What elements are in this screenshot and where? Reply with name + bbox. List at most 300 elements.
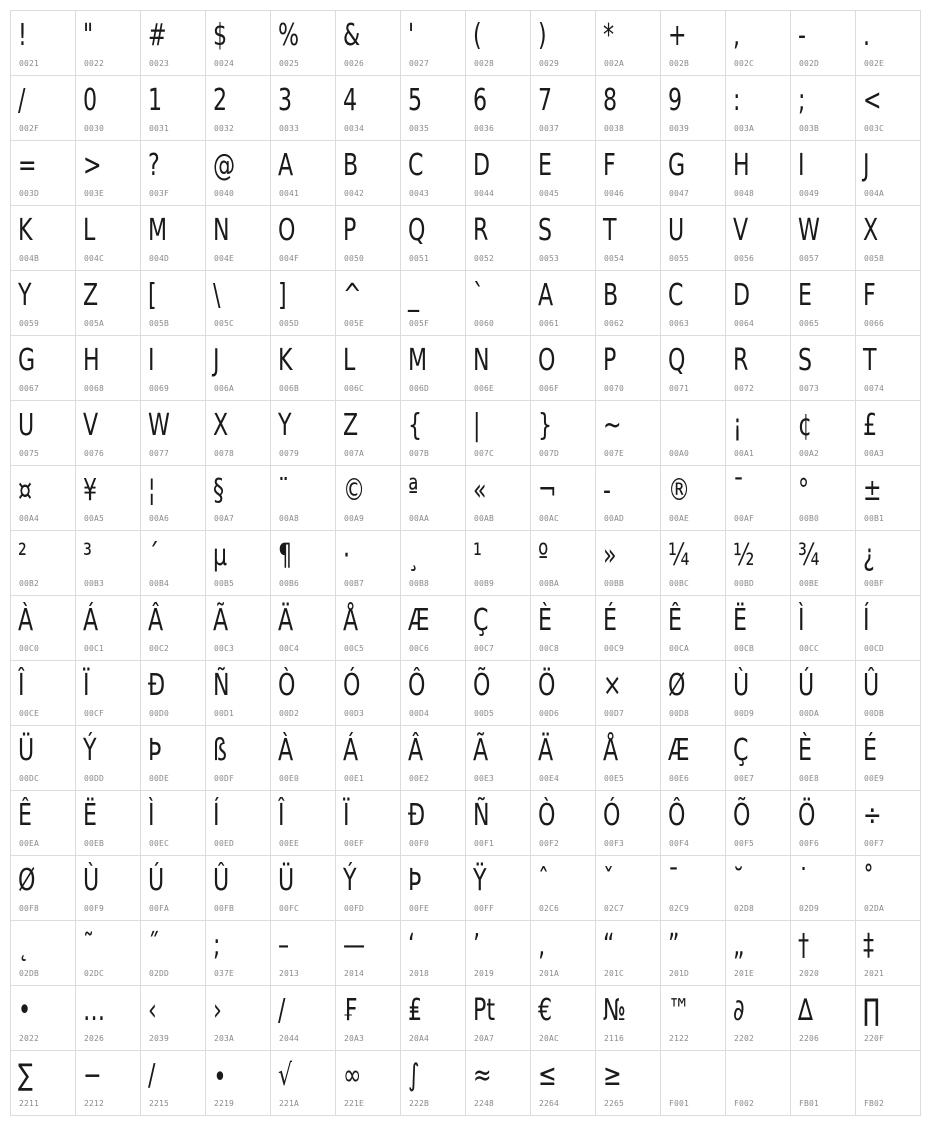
glyph-char: < bbox=[863, 83, 882, 118]
glyph-char: Đ bbox=[408, 798, 426, 833]
glyph-char: | bbox=[473, 408, 481, 443]
glyph-code: 003B bbox=[799, 124, 820, 133]
glyph-char: Í bbox=[213, 798, 220, 833]
glyph-cell bbox=[401, 791, 466, 856]
glyph-code: 0064 bbox=[734, 319, 755, 328]
glyph-cell bbox=[141, 856, 206, 921]
glyph-cell bbox=[76, 986, 141, 1051]
glyph-cell bbox=[401, 986, 466, 1051]
glyph-code: 02C6 bbox=[539, 904, 560, 913]
glyph-cell bbox=[466, 856, 531, 921]
glyph-cell bbox=[661, 401, 726, 466]
glyph-code: 00AF bbox=[734, 514, 755, 523]
glyph-code: 2116 bbox=[604, 1034, 625, 1043]
glyph-cell bbox=[401, 856, 466, 921]
glyph-char: X bbox=[213, 408, 229, 443]
glyph-char: Â bbox=[408, 733, 424, 768]
glyph-code: 00A6 bbox=[149, 514, 170, 523]
glyph-char: C bbox=[408, 148, 424, 183]
glyph-cell bbox=[206, 661, 271, 726]
glyph-char: Þ bbox=[408, 863, 422, 898]
glyph-char: Ê bbox=[668, 603, 682, 638]
glyph-char: G bbox=[668, 148, 686, 183]
glyph-code: 002D bbox=[799, 59, 820, 68]
glyph-cell bbox=[726, 661, 791, 726]
glyph-code: 0022 bbox=[84, 59, 105, 68]
glyph-code: 201C bbox=[604, 969, 625, 978]
glyph-code: 0059 bbox=[19, 319, 40, 328]
glyph-char: ® bbox=[668, 473, 691, 508]
glyph-char: Z bbox=[83, 278, 99, 313]
glyph-cell bbox=[11, 401, 76, 466]
glyph-char: Î bbox=[278, 798, 285, 833]
glyph-cell bbox=[596, 206, 661, 271]
glyph-code: 00B5 bbox=[214, 579, 235, 588]
glyph-char: © bbox=[343, 473, 366, 508]
glyph-cell bbox=[856, 1051, 921, 1116]
glyph-char: Ú bbox=[148, 863, 165, 898]
glyph-char: Ô bbox=[668, 798, 686, 833]
glyph-code: 00AA bbox=[409, 514, 430, 523]
glyph-cell bbox=[76, 661, 141, 726]
glyph-char: ³ bbox=[83, 538, 92, 573]
glyph-cell bbox=[401, 141, 466, 206]
glyph-char: Q bbox=[408, 213, 426, 248]
glyph-cell bbox=[726, 986, 791, 1051]
glyph-char: ÷ bbox=[863, 798, 882, 833]
glyph-cell bbox=[466, 986, 531, 1051]
glyph-code: 0034 bbox=[344, 124, 365, 133]
glyph-char: ¶ bbox=[278, 538, 293, 573]
glyph-char: ° bbox=[798, 473, 810, 508]
glyph-code: 00A4 bbox=[19, 514, 40, 523]
glyph-cell bbox=[726, 596, 791, 661]
glyph-code: 2014 bbox=[344, 969, 365, 978]
glyph-char: Ü bbox=[18, 733, 35, 768]
glyph-code: 00F5 bbox=[734, 839, 755, 848]
glyph-char: { bbox=[408, 408, 423, 443]
glyph-char: Ý bbox=[343, 863, 357, 898]
glyph-cell bbox=[141, 11, 206, 76]
glyph-cell bbox=[76, 76, 141, 141]
glyph-code: 221A bbox=[279, 1099, 300, 1108]
glyph-code: FB02 bbox=[864, 1099, 885, 1108]
glyph-char: " bbox=[83, 18, 94, 53]
glyph-char: ‘ bbox=[408, 928, 416, 963]
glyph-cell bbox=[76, 11, 141, 76]
glyph-code: 2219 bbox=[214, 1099, 235, 1108]
glyph-char: R bbox=[473, 213, 489, 248]
glyph-code: 00C4 bbox=[279, 644, 300, 653]
glyph-code: 0069 bbox=[149, 384, 170, 393]
glyph-code: 20A4 bbox=[409, 1034, 430, 1043]
glyph-code: 0041 bbox=[279, 189, 300, 198]
glyph-cell bbox=[531, 336, 596, 401]
glyph-cell bbox=[336, 1051, 401, 1116]
glyph-cell bbox=[206, 596, 271, 661]
glyph-char: √ bbox=[278, 1058, 293, 1093]
glyph-code: 005B bbox=[149, 319, 170, 328]
glyph-code: 2265 bbox=[604, 1099, 625, 1108]
glyph-char: Ý bbox=[83, 733, 97, 768]
glyph-code: 00E5 bbox=[604, 774, 625, 783]
glyph-code: 00CF bbox=[84, 709, 105, 718]
glyph-char: ‹ bbox=[148, 993, 157, 1028]
glyph-code: 0050 bbox=[344, 254, 365, 263]
glyph-code: 2122 bbox=[669, 1034, 690, 1043]
glyph-cell bbox=[856, 791, 921, 856]
glyph-code: 0042 bbox=[344, 189, 365, 198]
glyph-char: F bbox=[603, 148, 616, 183]
glyph-char: Ô bbox=[408, 668, 426, 703]
glyph-cell bbox=[596, 531, 661, 596]
glyph-char: ‚ bbox=[538, 928, 546, 963]
glyph-code: 002F bbox=[19, 124, 40, 133]
glyph-code: 00B4 bbox=[149, 579, 170, 588]
glyph-cell bbox=[141, 986, 206, 1051]
glyph-char: À bbox=[18, 603, 34, 638]
glyph-char: U bbox=[668, 213, 685, 248]
glyph-cell bbox=[791, 726, 856, 791]
glyph-char: Å bbox=[603, 733, 619, 768]
glyph-code: 00A8 bbox=[279, 514, 300, 523]
glyph-code: 2248 bbox=[474, 1099, 495, 1108]
glyph-cell bbox=[401, 661, 466, 726]
glyph-code: 037E bbox=[214, 969, 235, 978]
glyph-code: 00F9 bbox=[84, 904, 105, 913]
glyph-char: ˉ bbox=[668, 863, 680, 898]
glyph-code: 00A0 bbox=[669, 449, 690, 458]
glyph-code: 0072 bbox=[734, 384, 755, 393]
glyph-code: 00E6 bbox=[669, 774, 690, 783]
glyph-code: 00DF bbox=[214, 774, 235, 783]
glyph-char: ] bbox=[278, 278, 287, 313]
glyph-cell bbox=[596, 271, 661, 336]
glyph-cell bbox=[11, 76, 76, 141]
glyph-char: H bbox=[733, 148, 750, 183]
glyph-char: P bbox=[343, 213, 357, 248]
glyph-code: 007A bbox=[344, 449, 365, 458]
glyph-cell bbox=[791, 986, 856, 1051]
glyph-char: È bbox=[538, 603, 552, 638]
glyph-char: Ì bbox=[798, 603, 805, 638]
glyph-cell bbox=[141, 661, 206, 726]
glyph-char: ˇ bbox=[603, 863, 615, 898]
glyph-code: 0071 bbox=[669, 384, 690, 393]
glyph-code: 0027 bbox=[409, 59, 430, 68]
glyph-cell bbox=[336, 986, 401, 1051]
glyph-cell bbox=[76, 206, 141, 271]
glyph-code: 0037 bbox=[539, 124, 560, 133]
glyph-cell bbox=[336, 661, 401, 726]
glyph-char: 7 bbox=[538, 83, 553, 118]
glyph-cell bbox=[466, 271, 531, 336]
glyph-cell bbox=[596, 76, 661, 141]
glyph-char: ¦ bbox=[148, 473, 156, 508]
glyph-cell bbox=[531, 791, 596, 856]
glyph-cell bbox=[531, 466, 596, 531]
glyph-cell bbox=[11, 336, 76, 401]
glyph-code: 00E1 bbox=[344, 774, 365, 783]
glyph-cell bbox=[531, 661, 596, 726]
glyph-cell bbox=[856, 141, 921, 206]
glyph-cell bbox=[531, 986, 596, 1051]
glyph-code: 00E2 bbox=[409, 774, 430, 783]
glyph-char: ˜ bbox=[83, 928, 95, 963]
glyph-cell bbox=[596, 336, 661, 401]
glyph-char: 3 bbox=[278, 83, 293, 118]
glyph-cell bbox=[76, 141, 141, 206]
glyph-cell bbox=[11, 531, 76, 596]
glyph-code: 00A1 bbox=[734, 449, 755, 458]
glyph-char: K bbox=[18, 213, 33, 248]
glyph-cell bbox=[271, 76, 336, 141]
glyph-cell bbox=[271, 661, 336, 726]
glyph-char: 0 bbox=[83, 83, 98, 118]
glyph-char: Ï bbox=[343, 798, 350, 833]
glyph-cell bbox=[661, 986, 726, 1051]
glyph-char: > bbox=[83, 148, 102, 183]
glyph-cell bbox=[271, 466, 336, 531]
glyph-char: T bbox=[603, 213, 617, 248]
glyph-cell bbox=[271, 921, 336, 986]
glyph-char: B bbox=[603, 278, 619, 313]
glyph-cell bbox=[596, 596, 661, 661]
glyph-char: Ø bbox=[18, 863, 36, 898]
glyph-cell bbox=[596, 791, 661, 856]
glyph-cell bbox=[791, 856, 856, 921]
glyph-code: 0061 bbox=[539, 319, 560, 328]
glyph-cell bbox=[856, 921, 921, 986]
glyph-code: 203A bbox=[214, 1034, 235, 1043]
glyph-cell bbox=[661, 661, 726, 726]
glyph-char: : bbox=[733, 83, 741, 118]
glyph-char: Ø bbox=[668, 668, 686, 703]
glyph-char: K bbox=[278, 343, 293, 378]
glyph-code: 003D bbox=[19, 189, 40, 198]
glyph-code: 00DE bbox=[149, 774, 170, 783]
glyph-char: † bbox=[798, 928, 810, 963]
glyph-cell bbox=[531, 206, 596, 271]
glyph-code: 0031 bbox=[149, 124, 170, 133]
glyph-code: 0051 bbox=[409, 254, 430, 263]
glyph-cell bbox=[206, 856, 271, 921]
glyph-char: ¹ bbox=[473, 538, 482, 573]
glyph-code: 00F7 bbox=[864, 839, 885, 848]
glyph-code: 00CD bbox=[864, 644, 885, 653]
glyph-code: 003F bbox=[149, 189, 170, 198]
glyph-code: 220F bbox=[864, 1034, 885, 1043]
glyph-code: 00D1 bbox=[214, 709, 235, 718]
glyph-code: 004F bbox=[279, 254, 300, 263]
glyph-char: V bbox=[733, 213, 749, 248]
glyph-char: ) bbox=[538, 18, 547, 53]
glyph-code: 0070 bbox=[604, 384, 625, 393]
glyph-cell bbox=[401, 466, 466, 531]
glyph-cell bbox=[141, 531, 206, 596]
glyph-code: 02DB bbox=[19, 969, 40, 978]
glyph-char: ^ bbox=[343, 278, 362, 313]
glyph-cell bbox=[11, 596, 76, 661]
glyph-cell bbox=[11, 661, 76, 726]
glyph-code: 0077 bbox=[149, 449, 170, 458]
glyph-code: 00BB bbox=[604, 579, 625, 588]
glyph-cell bbox=[336, 596, 401, 661]
glyph-char: ∙ bbox=[213, 1058, 227, 1093]
glyph-char: ¼ bbox=[668, 538, 690, 573]
glyph-code: 00B2 bbox=[19, 579, 40, 588]
glyph-char: Ã bbox=[213, 603, 229, 638]
glyph-cell bbox=[76, 336, 141, 401]
glyph-char: E bbox=[798, 278, 812, 313]
glyph-cell bbox=[466, 921, 531, 986]
glyph-char: _ bbox=[408, 278, 420, 313]
glyph-code: 0065 bbox=[799, 319, 820, 328]
glyph-char: ; bbox=[213, 928, 221, 963]
glyph-char: ' bbox=[408, 18, 415, 53]
glyph-cell bbox=[76, 1051, 141, 1116]
glyph-code: 00BC bbox=[669, 579, 690, 588]
glyph-cell bbox=[271, 141, 336, 206]
glyph-char: N bbox=[473, 343, 490, 378]
glyph-code: 0079 bbox=[279, 449, 300, 458]
glyph-code: 00B7 bbox=[344, 579, 365, 588]
glyph-cell bbox=[791, 11, 856, 76]
glyph-cell bbox=[791, 401, 856, 466]
glyph-code: 00FB bbox=[214, 904, 235, 913]
glyph-code: 005F bbox=[409, 319, 430, 328]
glyph-cell bbox=[401, 596, 466, 661]
glyph-cell bbox=[661, 596, 726, 661]
glyph-char: № bbox=[603, 993, 627, 1028]
glyph-cell bbox=[206, 791, 271, 856]
glyph-cell bbox=[466, 336, 531, 401]
glyph-cell bbox=[76, 921, 141, 986]
glyph-cell bbox=[856, 661, 921, 726]
glyph-code: 0062 bbox=[604, 319, 625, 328]
glyph-char: & bbox=[343, 18, 361, 53]
glyph-code: 00F4 bbox=[669, 839, 690, 848]
glyph-char: − bbox=[83, 1058, 102, 1093]
glyph-cell bbox=[466, 401, 531, 466]
glyph-cell bbox=[11, 791, 76, 856]
glyph-cell bbox=[206, 141, 271, 206]
glyph-char: « bbox=[473, 473, 487, 508]
glyph-char: 1 bbox=[148, 83, 163, 118]
glyph-char: µ bbox=[213, 538, 228, 573]
glyph-char: ∆ bbox=[798, 993, 813, 1028]
glyph-code: 0029 bbox=[539, 59, 560, 68]
glyph-cell bbox=[76, 856, 141, 921]
glyph-char: S bbox=[798, 343, 813, 378]
glyph-code: 00A7 bbox=[214, 514, 235, 523]
glyph-code: 0046 bbox=[604, 189, 625, 198]
glyph-cell bbox=[141, 336, 206, 401]
glyph-cell bbox=[401, 1051, 466, 1116]
glyph-cell bbox=[206, 336, 271, 401]
glyph-char: O bbox=[278, 213, 296, 248]
glyph-char: Y bbox=[278, 408, 292, 443]
glyph-char: £ bbox=[863, 408, 878, 443]
glyph-cell bbox=[141, 466, 206, 531]
glyph-char: ± bbox=[863, 473, 882, 508]
glyph-cell bbox=[401, 76, 466, 141]
glyph-cell bbox=[856, 726, 921, 791]
glyph-char: ∏ bbox=[863, 993, 880, 1028]
glyph-code: 00CA bbox=[669, 644, 690, 653]
glyph-cell bbox=[271, 986, 336, 1051]
glyph-cell bbox=[856, 336, 921, 401]
glyph-cell bbox=[726, 206, 791, 271]
glyph-char: ~ bbox=[603, 408, 622, 443]
glyph-cell bbox=[726, 1051, 791, 1116]
glyph-code: 00C5 bbox=[344, 644, 365, 653]
glyph-code: FB01 bbox=[799, 1099, 820, 1108]
glyph-code: 00D2 bbox=[279, 709, 300, 718]
glyph-cell bbox=[791, 596, 856, 661]
glyph-code: 00D0 bbox=[149, 709, 170, 718]
glyph-cell bbox=[206, 921, 271, 986]
glyph-char: ≤ bbox=[538, 1058, 557, 1093]
glyph-cell bbox=[206, 271, 271, 336]
glyph-char: Æ bbox=[668, 733, 690, 768]
glyph-char: × bbox=[603, 668, 622, 703]
glyph-char: ` bbox=[473, 278, 485, 313]
glyph-code: 00DB bbox=[864, 709, 885, 718]
glyph-code: 0049 bbox=[799, 189, 820, 198]
glyph-cell bbox=[466, 76, 531, 141]
glyph-cell bbox=[856, 466, 921, 531]
glyph-code: 00B1 bbox=[864, 514, 885, 523]
glyph-char: Ë bbox=[83, 798, 97, 833]
glyph-code: 0057 bbox=[799, 254, 820, 263]
glyph-code: 004B bbox=[19, 254, 40, 263]
glyph-char: ¿ bbox=[863, 538, 875, 573]
glyph-cell bbox=[531, 141, 596, 206]
glyph-code: 0033 bbox=[279, 124, 300, 133]
glyph-char: • bbox=[18, 993, 32, 1028]
glyph-char: @ bbox=[213, 148, 236, 183]
glyph-code: 0053 bbox=[539, 254, 560, 263]
glyph-cell bbox=[336, 336, 401, 401]
glyph-code: 00DC bbox=[19, 774, 40, 783]
glyph-char: ’ bbox=[473, 928, 481, 963]
glyph-code: 02DC bbox=[84, 969, 105, 978]
glyph-code: 00D4 bbox=[409, 709, 430, 718]
glyph-code: 00D3 bbox=[344, 709, 365, 718]
glyph-code: 00E3 bbox=[474, 774, 495, 783]
glyph-code: 0048 bbox=[734, 189, 755, 198]
glyph-char: W bbox=[798, 213, 820, 248]
glyph-char: D bbox=[473, 148, 491, 183]
glyph-char: Û bbox=[863, 668, 880, 703]
glyph-cell bbox=[401, 11, 466, 76]
glyph-cell bbox=[466, 596, 531, 661]
glyph-cell bbox=[791, 271, 856, 336]
glyph-code: 00C7 bbox=[474, 644, 495, 653]
glyph-char: B bbox=[343, 148, 359, 183]
glyph-char: Õ bbox=[733, 798, 751, 833]
glyph-code: 2264 bbox=[539, 1099, 560, 1108]
glyph-cell bbox=[661, 531, 726, 596]
glyph-cell bbox=[791, 206, 856, 271]
glyph-code: 00EF bbox=[344, 839, 365, 848]
glyph-char: T bbox=[863, 343, 877, 378]
glyph-cell bbox=[141, 726, 206, 791]
glyph-char: Î bbox=[18, 668, 25, 703]
glyph-cell bbox=[336, 921, 401, 986]
glyph-code: 0023 bbox=[149, 59, 170, 68]
